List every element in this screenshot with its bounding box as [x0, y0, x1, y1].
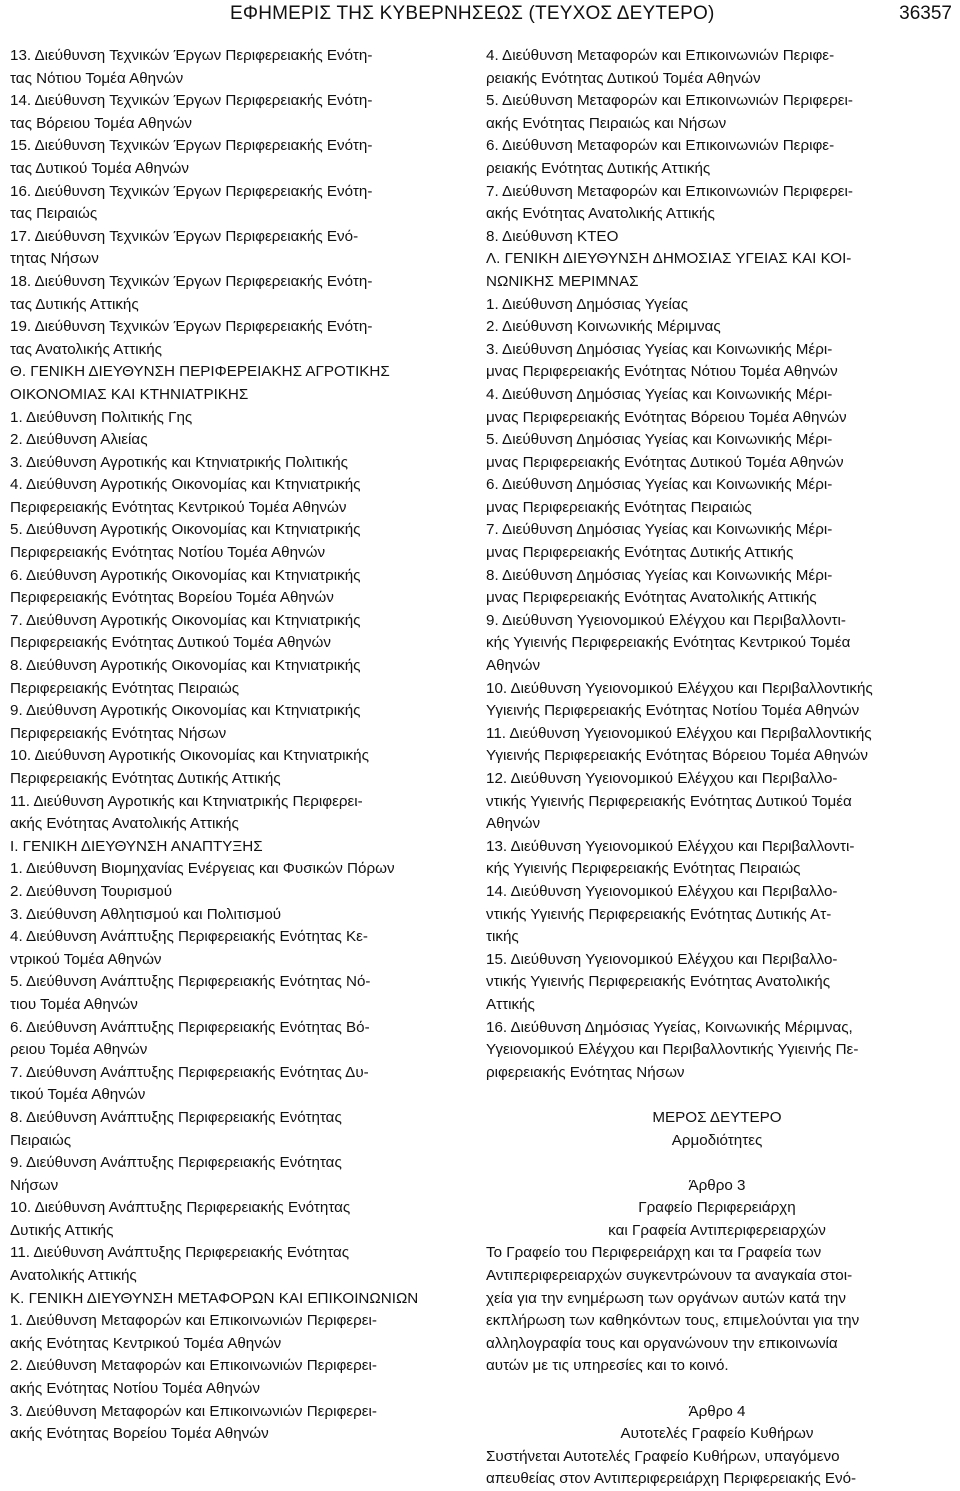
left-column-line: τας Δυτικής Αττικής: [10, 295, 139, 313]
left-column-line: ακής Ενότητας Κεντρικού Τομέα Αθηνών: [10, 1334, 282, 1352]
right-column-line: 6. Διεύθυνση Δημόσιας Υγείας και Κοινωνικής Μέρι-: [486, 476, 833, 494]
right-column-line: και Γραφεία Αντιπεριφερειαρχών: [608, 1221, 826, 1239]
right-column-line: Αυτοτελές Γραφείο Κυθήρων: [620, 1425, 814, 1443]
right-column-line: 5. Διεύθυνση Μεταφορών και Επικοινωνιών Περιφερει-: [486, 92, 853, 110]
right-column-line: αυτών με τις υπηρεσίες και το κοινό.: [486, 1357, 729, 1375]
left-column-line: τιου Τομέα Αθηνών: [10, 995, 138, 1013]
right-column-line: μνας Περιφερειακής Ενότητας Πειραιώς: [486, 498, 752, 516]
right-column-line: 10. Διεύθυνση Υγειονομικού Ελέγχου και Περιβαλλοντικής: [486, 679, 873, 697]
left-column-line: 1. Διεύθυνση Μεταφορών και Επικοινωνιών Περιφερει-: [10, 1312, 377, 1330]
left-column-line: 17. Διεύθυνση Τεχνικών Έργων Περιφερειακής Ενό-: [10, 227, 359, 245]
left-column-line: Περιφερειακής Ενότητας Κεντρικού Τομέα Αθηνών: [10, 498, 347, 516]
right-column-line: 8. Διεύθυνση Δημόσιας Υγείας και Κοινωνικής Μέρι-: [486, 566, 833, 584]
right-column-line: ΝΩΝΙΚΗΣ ΜΕΡΙΜΝΑΣ: [486, 272, 639, 290]
gazette-title: ΕΦΗΜΕΡΙΣ ΤΗΣ ΚΥΒΕΡΝΗΣΕΩΣ (ΤΕΥΧΟΣ ΔΕΥΤΕΡΟ): [230, 3, 715, 24]
left-column-line: Νήσων: [10, 1176, 59, 1194]
left-column-line: 3. Διεύθυνση Μεταφορών και Επικοινωνιών Περιφερει-: [10, 1402, 377, 1420]
right-column-line: ρειακής Ενότητας Δυτικής Αττικής: [486, 159, 711, 177]
left-column-line: 6. Διεύθυνση Ανάπτυξης Περιφερειακής Ενότητας Βό-: [10, 1018, 370, 1036]
right-column-line: μνας Περιφερειακής Ενότητας Νότιου Τομέα Αθηνών: [486, 363, 838, 381]
left-column-line: 7. Διεύθυνση Ανάπτυξης Περιφερειακής Ενότητας Δυ-: [10, 1063, 369, 1081]
left-column-line: 19. Διεύθυνση Τεχνικών Έργων Περιφερειακής Ενότη-: [10, 318, 373, 336]
left-column-line: 9. Διεύθυνση Αγροτικής Οικονομίας και Κτηνιατρικής: [10, 702, 361, 720]
left-column-line: ντρικού Τομέα Αθηνών: [10, 950, 162, 968]
left-column-line: τικού Τομέα Αθηνών: [10, 1086, 146, 1104]
right-column-line: 9. Διεύθυνση Υγειονομικού Ελέγχου και Περιβαλλοντι-: [486, 611, 846, 629]
right-column-line: 6. Διεύθυνση Μεταφορών και Επικοινωνιών Περιφε-: [486, 137, 835, 155]
right-column-line: Αττικής: [486, 995, 535, 1013]
right-column-line: Λ. ΓΕΝΙΚΗ ΔΙΕΥΘΥΝΣΗ ΔΗΜΟΣΙΑΣ ΥΓΕΙΑΣ ΚΑΙ ΚΟΙ-: [486, 250, 852, 268]
left-column-line: τας Νότιου Τομέα Αθηνών: [10, 69, 184, 87]
left-column-line: 11. Διεύθυνση Αγροτικής και Κτηνιατρικής Περιφερει-: [10, 792, 363, 810]
left-column-line: ακής Ενότητας Βορείου Τομέα Αθηνών: [10, 1425, 269, 1443]
right-column-line: ντικής Υγιεινής Περιφερειακής Ενότητας Ανατολικής: [486, 973, 831, 991]
left-column-line: ρειου Τομέα Αθηνών: [10, 1041, 148, 1059]
left-column-line: Περιφερειακής Ενότητας Δυτικής Αττικής: [10, 770, 281, 787]
left-column-line: τας Βόρειου Τομέα Αθηνών: [10, 114, 192, 132]
left-column-line: 4. Διεύθυνση Αγροτικής Οικονομίας και Κτηνιατρικής: [10, 476, 361, 494]
left-column-line: 15. Διεύθυνση Τεχνικών Έργων Περιφερειακής Ενότη-: [10, 137, 373, 155]
right-column-line: μνας Περιφερειακής Ενότητας Βόρειου Τομέα Αθηνών: [486, 408, 847, 426]
right-column-line: Συστήνεται Αυτοτελές Γραφείο Κυθήρων, υπαγόμενο: [486, 1447, 840, 1465]
page-number: 36357: [899, 3, 952, 24]
right-column-line: κής Υγιεινής Περιφερειακής Ενότητας Κεντρικού Τομέα: [486, 634, 851, 652]
left-column-line: Περιφερειακής Ενότητας Νοτίου Τομέα Αθηνών: [10, 544, 326, 562]
left-column-line: Πειραιώς: [10, 1131, 72, 1149]
right-column-line: 4. Διεύθυνση Δημόσιας Υγείας και Κοινωνικής Μέρι-: [486, 385, 833, 403]
right-column-line: ακής Ενότητας Ανατολικής Αττικής: [486, 205, 715, 223]
right-column-line: Άρθρο 3: [688, 1176, 746, 1194]
left-column-line: Θ. ΓΕΝΙΚΗ ΔΙΕΥΘΥΝΣΗ ΠΕΡΙΦΕΡΕΙΑΚΗΣ ΑΓΡΟΤΙΚΗΣ: [10, 363, 390, 381]
left-column-line: 2. Διεύθυνση Τουρισμού: [10, 882, 173, 900]
left-column-line: Περιφερειακής Ενότητας Βορείου Τομέα Αθηνών: [10, 589, 334, 607]
right-column-line: αλληλογραφία τους και οργανώνουν την επικοινωνία: [486, 1334, 838, 1352]
right-column-line: 14. Διεύθυνση Υγειονομικού Ελέγχου και Περιβαλλο-: [486, 882, 838, 900]
right-column-line: [486, 1152, 948, 1175]
left-column-line: 4. Διεύθυνση Ανάπτυξης Περιφερειακής Ενότητας Κε-: [10, 928, 368, 946]
right-column-line: 13. Διεύθυνση Υγειονομικού Ελέγχου και Περιβαλλοντι-: [486, 837, 855, 855]
right-column-line: ΜΕΡΟΣ ΔΕΥΤΕΡΟ: [652, 1108, 782, 1126]
left-column-line: 13. Διεύθυνση Τεχνικών Έργων Περιφερειακής Ενότη-: [10, 47, 373, 64]
right-column-line: Αντιπεριφερειαρχών συγκεντρώνουν τα αναγκαία στοι-: [486, 1267, 853, 1285]
left-column-line: 2. Διεύθυνση Αλιείας: [10, 431, 148, 449]
left-column-line: 5. Διεύθυνση Αγροτικής Οικονομίας και Κτηνιατρικής: [10, 521, 361, 539]
right-column-line: [486, 1084, 948, 1107]
right-column-line: 12. Διεύθυνση Υγειονομικού Ελέγχου και Περιβαλλο-: [486, 770, 838, 787]
right-column-line: μνας Περιφερειακής Ενότητας Ανατολικής Αττικής: [486, 589, 817, 607]
right-column-line: 15. Διεύθυνση Υγειονομικού Ελέγχου και Περιβαλλο-: [486, 950, 838, 968]
right-column-line: Αθηνών: [486, 657, 541, 675]
right-column-line: Υγιεινής Περιφερειακής Ενότητας Βόρειου Τομέα Αθηνών: [486, 747, 868, 765]
left-column-line: ακής Ενότητας Νοτίου Τομέα Αθηνών: [10, 1380, 260, 1398]
left-column-line: ΟΙΚΟΝΟΜΙΑΣ ΚΑΙ ΚΤΗΝΙΑΤΡΙΚΗΣ: [10, 385, 249, 403]
right-column-line: Υγειονομικού Ελέγχου και Περιβαλλοντικής Υγιεινής Πε-: [486, 1041, 859, 1059]
right-column-line: Αρμοδιότητες: [671, 1131, 763, 1149]
right-column: [486, 45, 948, 1491]
right-column-line: ριφερειακής Ενότητας Νήσων: [486, 1063, 685, 1081]
right-column-line: 1. Διεύθυνση Δημόσιας Υγείας: [486, 295, 689, 313]
right-column-line: ρειακής Ενότητας Δυτικού Τομέα Αθηνών: [486, 69, 761, 87]
right-column-line: Αθηνών: [486, 815, 541, 833]
right-column-line: μνας Περιφερειακής Ενότητας Δυτικής Αττικής: [486, 544, 794, 562]
right-column-line: 16. Διεύθυνση Δημόσιας Υγείας, Κοινωνικής Μέριμνας,: [486, 1018, 853, 1036]
right-column-line: 7. Διεύθυνση Μεταφορών και Επικοινωνιών Περιφερει-: [486, 182, 853, 200]
right-column-line: Άρθρο 4: [688, 1402, 746, 1420]
right-column-line: 5. Διεύθυνση Δημόσιας Υγείας και Κοινωνικής Μέρι-: [486, 431, 833, 449]
left-column-line: 11. Διεύθυνση Ανάπτυξης Περιφερειακής Ενότητας: [10, 1244, 350, 1262]
left-column-line: 8. Διεύθυνση Ανάπτυξης Περιφερειακής Ενότητας: [10, 1108, 342, 1126]
left-column-line: Ανατολικής Αττικής: [10, 1267, 137, 1285]
right-column-line: 4. Διεύθυνση Μεταφορών και Επικοινωνιών Περιφε-: [486, 47, 835, 64]
right-column-line: 2. Διεύθυνση Κοινωνικής Μέριμνας: [486, 318, 721, 336]
right-column-line: τικής: [486, 928, 519, 946]
right-column-line: ακής Ενότητας Πειραιώς και Νήσων: [486, 114, 727, 132]
right-column-line: μνας Περιφερειακής Ενότητας Δυτικού Τομέα Αθηνών: [486, 453, 844, 471]
left-column-line: 10. Διεύθυνση Αγροτικής Οικονομίας και Κτηνιατρικής: [10, 747, 369, 765]
right-column-line: κής Υγιεινής Περιφερειακής Ενότητας Πειραιώς: [486, 860, 801, 878]
left-column-line: Περιφερειακής Ενότητας Πειραιώς: [10, 679, 240, 697]
left-column-line: 14. Διεύθυνση Τεχνικών Έργων Περιφερειακής Ενότη-: [10, 92, 373, 110]
left-column-line: ακής Ενότητας Ανατολικής Αττικής: [10, 815, 239, 833]
left-column-line: 7. Διεύθυνση Αγροτικής Οικονομίας και Κτηνιατρικής: [10, 611, 361, 629]
page-header: [0, 0, 960, 32]
left-column-line: τας Δυτικού Τομέα Αθηνών: [10, 159, 189, 177]
right-column-line: ντικής Υγιεινής Περιφερειακής Ενότητας Δυτικού Τομέα: [486, 792, 852, 810]
left-column-line: 1. Διεύθυνση Βιομηχανίας Ενέργειας και Φυσικών Πόρων: [10, 860, 395, 878]
right-column-line: 3. Διεύθυνση Δημόσιας Υγείας και Κοινωνικής Μέρι-: [486, 340, 833, 358]
left-column-line: 5. Διεύθυνση Ανάπτυξης Περιφερειακής Ενότητας Νό-: [10, 973, 371, 991]
right-column-line: εκπλήρωση των καθηκόντων τους, επιμελούνται για την: [486, 1312, 860, 1330]
right-column-line: Το Γραφείο του Περιφερειάρχη και τα Γραφεία των: [486, 1244, 822, 1262]
right-column-line: 11. Διεύθυνση Υγειονομικού Ελέγχου και Περιβαλλοντικής: [486, 724, 872, 742]
left-column-line: 9. Διεύθυνση Ανάπτυξης Περιφερειακής Ενότητας: [10, 1154, 342, 1172]
left-column-line: 3. Διεύθυνση Αθλητισμού και Πολιτισμού: [10, 905, 282, 923]
left-column-line: 6. Διεύθυνση Αγροτικής Οικονομίας και Κτηνιατρικής: [10, 566, 361, 584]
left-column-line: 3. Διεύθυνση Αγροτικής και Κτηνιατρικής Πολιτικής: [10, 453, 348, 471]
left-column-line: 1. Διεύθυνση Πολιτικής Γης: [10, 408, 193, 426]
right-column-line: χεία για την ενημέρωση των οργάνων αυτών κατά την: [486, 1289, 846, 1307]
right-column-line: 7. Διεύθυνση Δημόσιας Υγείας και Κοινωνικής Μέρι-: [486, 521, 833, 539]
left-column-line: 2. Διεύθυνση Μεταφορών και Επικοινωνιών Περιφερει-: [10, 1357, 377, 1375]
left-column-line: Περιφερειακής Ενότητας Δυτικού Τομέα Αθηνών: [10, 634, 331, 652]
left-column-line: τητας Νήσων: [10, 250, 99, 268]
right-column-line: 8. Διεύθυνση ΚΤΕΟ: [486, 227, 619, 245]
right-column-line: Υγιεινής Περιφερειακής Ενότητας Νοτίου Τομέα Αθηνών: [486, 702, 860, 720]
right-column-line: ντικής Υγιεινής Περιφερειακής Ενότητας Δυτικής Ατ-: [486, 905, 832, 923]
left-column-line: Δυτικής Αττικής: [10, 1221, 114, 1239]
right-column-line: απευθείας στον Αντιπεριφερειάρχη Περιφερειακής Ενό-: [486, 1470, 857, 1488]
left-column-line: 8. Διεύθυνση Αγροτικής Οικονομίας και Κτηνιατρικής: [10, 657, 361, 675]
left-column-line: 16. Διεύθυνση Τεχνικών Έργων Περιφερειακής Ενότη-: [10, 182, 373, 200]
left-column-line: 10. Διεύθυνση Ανάπτυξης Περιφερειακής Ενότητας: [10, 1199, 351, 1217]
left-column-line: τας Ανατολικής Αττικής: [10, 340, 163, 358]
right-column-line: [486, 1378, 948, 1401]
right-column-line: Γραφείο Περιφερειάρχη: [638, 1199, 796, 1217]
left-column-line: Κ. ΓΕΝΙΚΗ ΔΙΕΥΘΥΝΣΗ ΜΕΤΑΦΟΡΩΝ ΚΑΙ ΕΠΙΚΟΙΝΩΝΙΩΝ: [10, 1289, 419, 1307]
left-column-line: 18. Διεύθυνση Τεχνικών Έργων Περιφερειακής Ενότη-: [10, 272, 373, 290]
left-column: [10, 45, 472, 1446]
left-column-line: Ι. ΓΕΝΙΚΗ ΔΙΕΥΘΥΝΣΗ ΑΝΑΠΤΥΞΗΣ: [10, 837, 263, 855]
left-column-line: Περιφερειακής Ενότητας Νήσων: [10, 724, 227, 742]
left-column-line: τας Πειραιώς: [10, 205, 98, 223]
